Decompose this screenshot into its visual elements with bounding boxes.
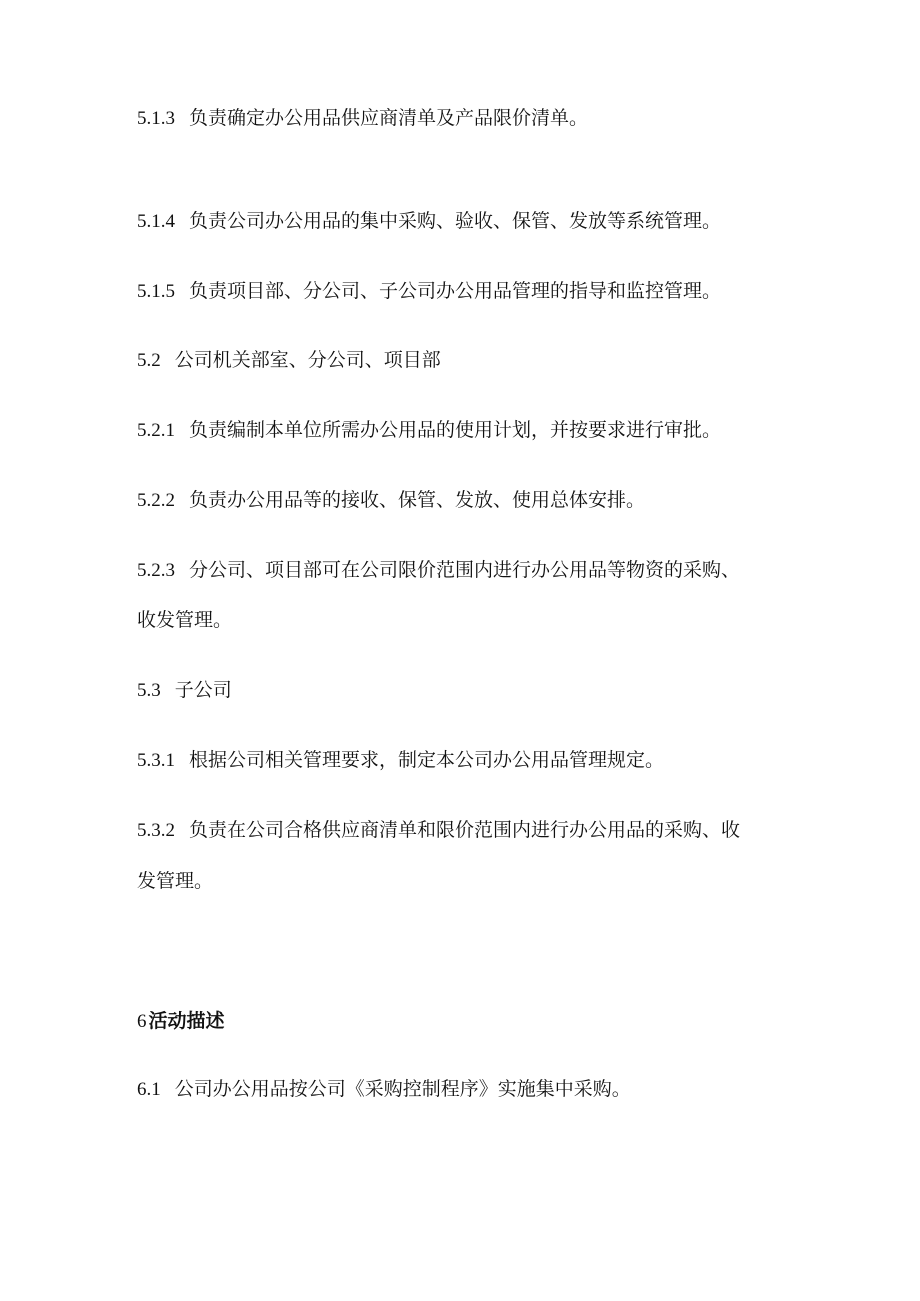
clause-5-3-1 — [137, 748, 664, 773]
clause-text-continuation: 收发管理。 — [137, 609, 233, 631]
clause-5-1-3 — [137, 106, 588, 131]
clause-5-2 — [137, 348, 441, 373]
clause-text: 公司机关部室、分公司、项目部 — [174, 349, 441, 371]
section-number: 6 — [137, 1011, 147, 1032]
clause-number: 5.1.4 — [137, 211, 175, 232]
section-title: 活动描述 — [148, 1010, 225, 1032]
section-6-heading — [137, 1009, 225, 1034]
clause-text: 负责公司办公用品的集中采购、验收、保管、发放等系统管理。 — [189, 210, 722, 232]
clause-number: 5.1.3 — [137, 108, 175, 129]
clause-text: 负责编制本单位所需办公用品的使用计划，并按要求进行审批。 — [189, 419, 722, 441]
clause-5-3 — [137, 678, 232, 703]
clause-text: 公司办公用品按公司《采购控制程序》实施集中采购。 — [174, 1078, 631, 1100]
clause-text: 负责办公用品等的接收、保管、发放、使用总体安排。 — [189, 489, 646, 511]
clause-5-3-2 — [137, 818, 740, 843]
clause-number: 5.3.2 — [137, 820, 175, 841]
clause-text: 分公司、项目部可在公司限价范围内进行办公用品等物资的采购、 — [189, 559, 741, 581]
clause-number: 5.2.1 — [137, 420, 175, 441]
clause-5-1-5 — [137, 279, 721, 304]
clause-number: 5.2.2 — [137, 490, 175, 511]
clause-number: 5.3 — [137, 680, 161, 701]
clause-number: 5.2.3 — [137, 560, 175, 581]
clause-5-2-2 — [137, 488, 645, 513]
clause-6-1 — [137, 1077, 631, 1102]
clause-5-2-1 — [137, 418, 721, 443]
clause-5-1-4 — [137, 209, 721, 234]
clause-text: 负责在公司合格供应商清单和限价范围内进行办公用品的采购、收 — [189, 819, 741, 841]
clause-text: 根据公司相关管理要求，制定本公司办公用品管理规定。 — [189, 749, 665, 771]
clause-5-2-3 — [137, 558, 740, 583]
clause-text: 负责确定办公用品供应商清单及产品限价清单。 — [189, 107, 589, 129]
clause-number: 5.1.5 — [137, 281, 175, 302]
clause-text: 负责项目部、分公司、子公司办公用品管理的指导和监控管理。 — [189, 280, 722, 302]
clause-5-2-3-continuation — [137, 608, 232, 632]
clause-text-continuation: 发管理。 — [137, 870, 214, 892]
clause-number: 5.3.1 — [137, 750, 175, 771]
clause-5-3-2-continuation — [137, 869, 213, 893]
clause-text: 子公司 — [174, 679, 232, 701]
clause-number: 6.1 — [137, 1079, 161, 1100]
clause-number: 5.2 — [137, 350, 161, 371]
